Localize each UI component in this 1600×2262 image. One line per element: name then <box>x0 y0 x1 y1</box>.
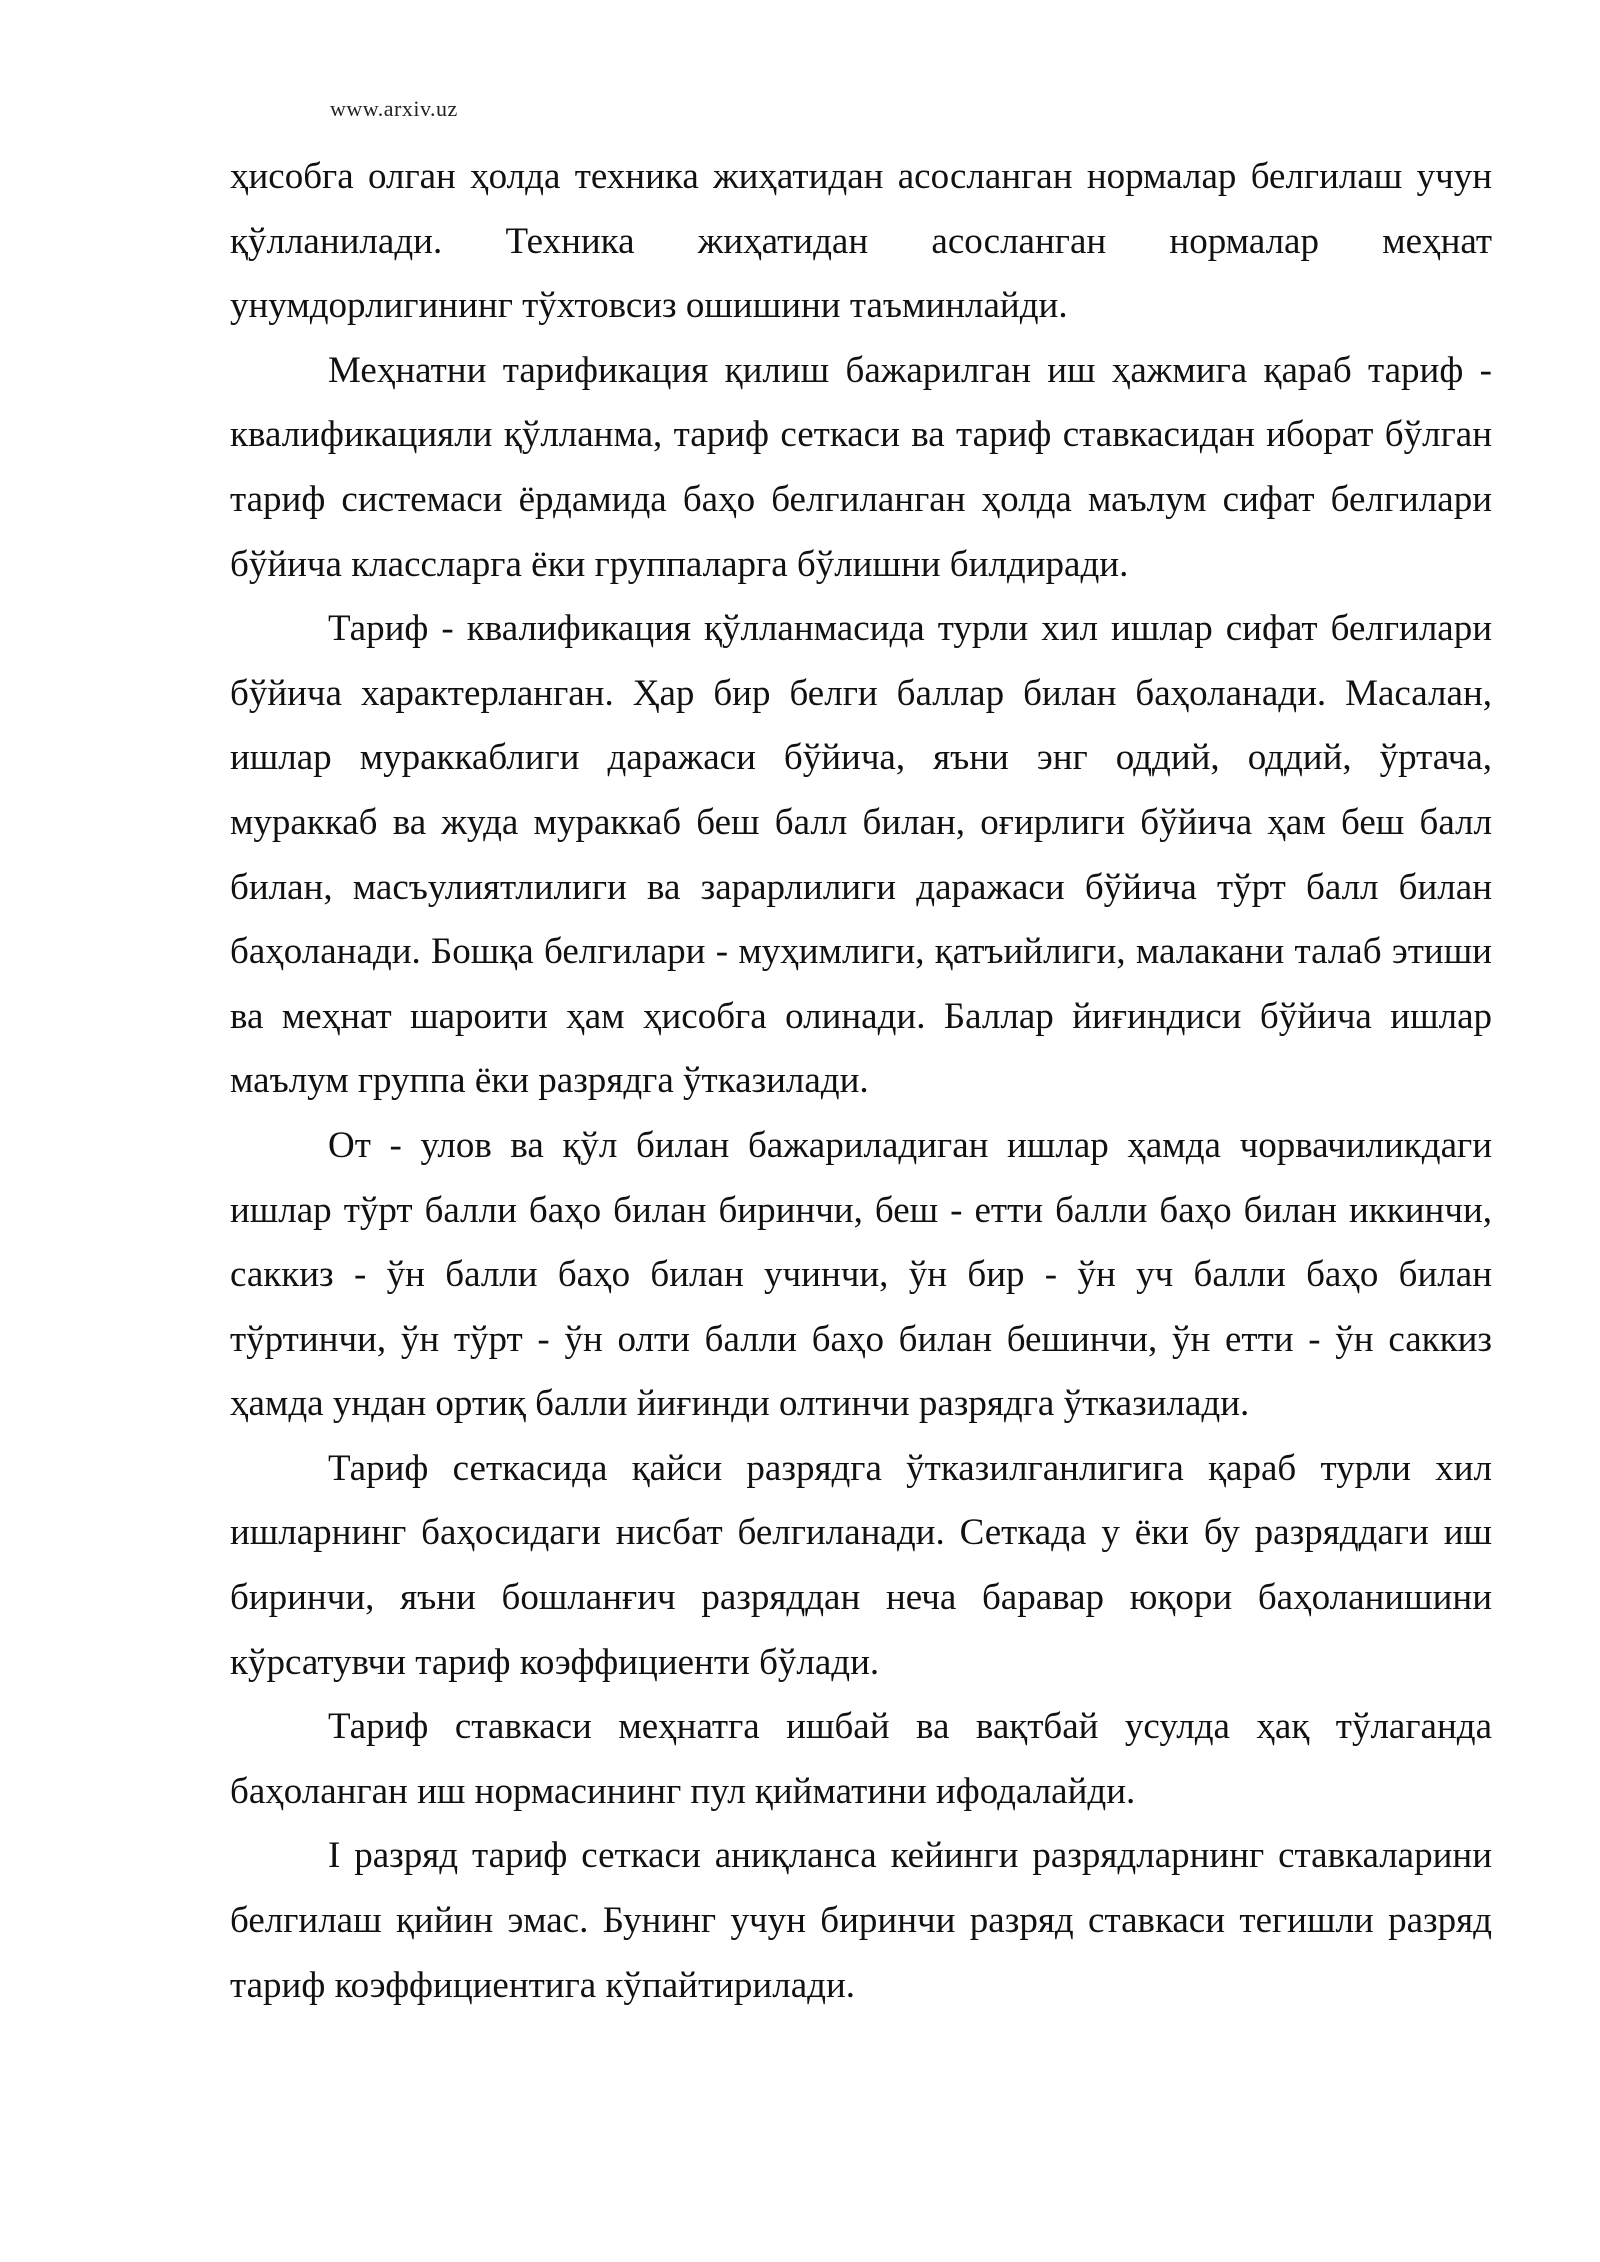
page-header-site: www.arxiv.uz <box>330 96 458 121</box>
paragraph-5: Тариф сеткасида қайси разрядга ўтказилганлигига қараб турли хил ишларнинг баҳосидаги нисбат белгиланади. Сеткада у ёки бу разряддаги иш биринчи, яъни бошланғич разряддан неча баравар юқори баҳоланишини кўрсатувчи тариф коэффициенти бўлади. <box>230 1447 1492 1683</box>
paragraph-2: Меҳнатни тарификация қилиш бажарилган иш ҳажмига қараб тариф - квалификацияли қўлланма, тариф сеткаси ва тариф ставкасидан иборат бўлган тариф системаси ёрдамида баҳо белгиланган ҳолда маълум сифат белгилари бўйича классларга ёки группаларга бўлишни билдиради. <box>230 349 1492 585</box>
paragraph-1: ҳисобга олган ҳолда техника жиҳатидан асосланган нормалар белгилаш учун қўлланилади. Техника жиҳатидан асосланган нормалар меҳнат унумдорлигининг тўхтовсиз ошишини таъминлайди. <box>230 156 1492 327</box>
paragraph-4: От - улов ва қўл билан бажариладиган ишлар ҳамда чорвачиликдаги ишлар тўрт балли баҳо билан биринчи, беш - етти балли баҳо билан иккинчи, саккиз - ўн балли баҳо билан учинчи, ўн бир - ўн уч балли баҳо билан тўртинчи, ўн тўрт - ўн олти балли баҳо билан бешинчи, ўн етти - ўн саккиз ҳамда ундан ортиқ балли йиғинди олтинчи разрядга ўтказилади. <box>230 1124 1492 1425</box>
paragraph-7: I разряд тариф сеткаси аниқланса кейинги разрядларнинг ставкаларини белгилаш қийин эмас. Бунинг учун биринчи разряд ставкаси тегишли разряд тариф коэффициентига кўпайтирилади. <box>230 1835 1492 2006</box>
paragraph-3: Тариф - квалификация қўлланмасида турли хил ишлар сифат белгилари бўйича характерланган. Ҳар бир белги баллар билан баҳоланади. Масалан, ишлар мураккаблиги даражаси бўйича, яъни энг оддий, оддий, ўртача, мураккаб ва жуда мураккаб беш балл билан, оғирлиги бўйича ҳам беш балл билан, масъулиятлилиги ва зарарлилиги даражаси бўйича тўрт балл билан баҳоланади. Бошқа белгилари - муҳимлиги, қатъийлиги, малакани талаб этиши ва меҳнат шароити ҳам ҳисобга олинади. Баллар йиғиндиси бўйича ишлар маълум группа ёки разрядга ўтказилади. <box>230 608 1492 1102</box>
paragraph-6: Тариф ставкаси меҳнатга ишбай ва вақтбай усулда ҳақ тўлаганда баҳоланган иш нормасининг пул қийматини ифодалайди. <box>230 1706 1492 1812</box>
document-body <box>230 145 1492 2018</box>
